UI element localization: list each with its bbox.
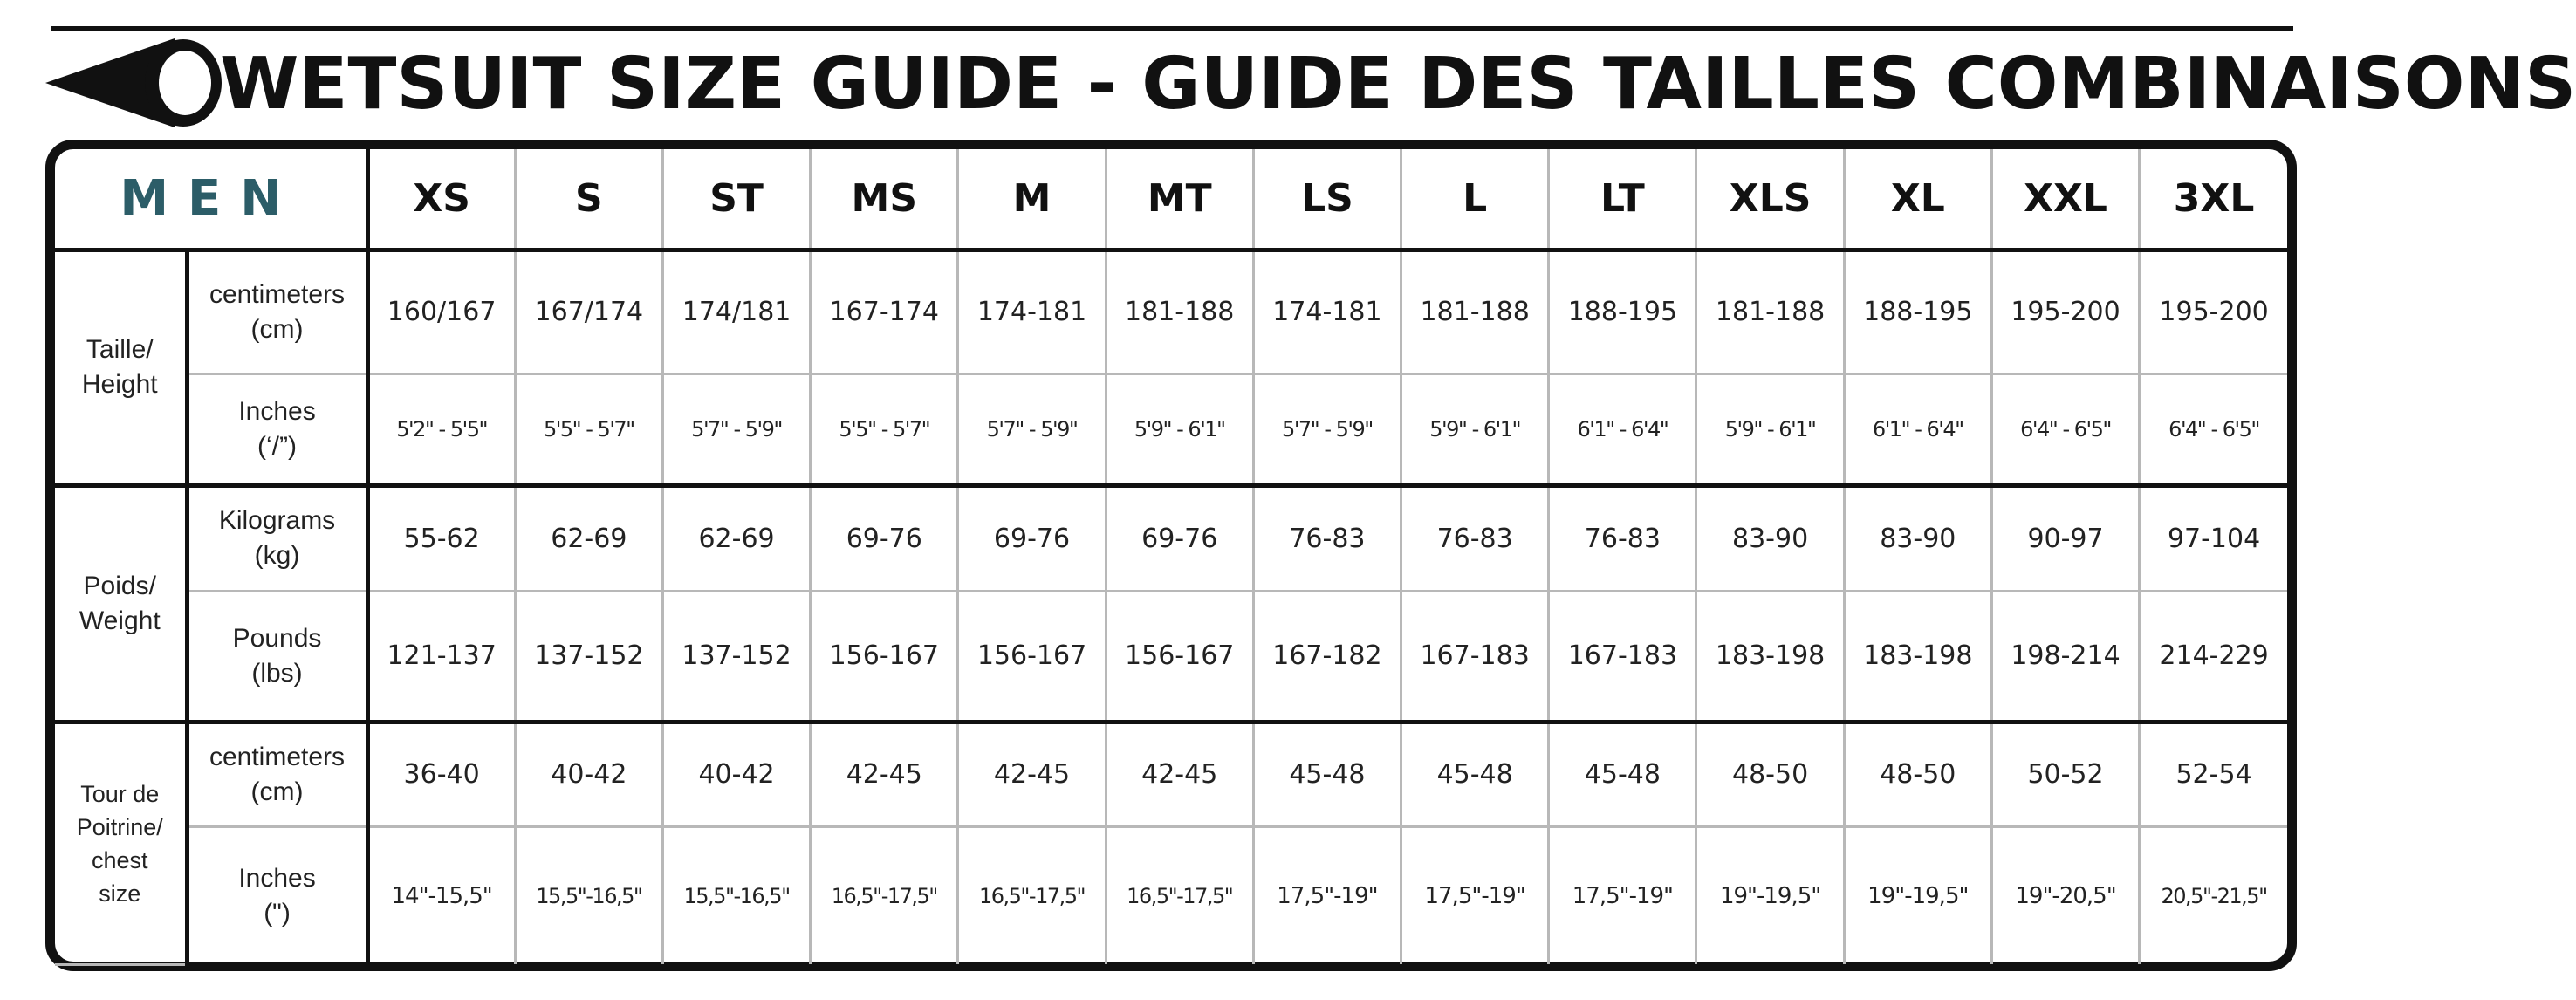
group-label-line: size bbox=[99, 880, 141, 907]
measurement-group-label bbox=[55, 250, 187, 485]
table-row bbox=[55, 722, 2287, 826]
size-value-cell: 5'5" - 5'7" bbox=[811, 373, 958, 485]
size-value-cell: 167-183 bbox=[1549, 591, 1696, 722]
size-value-cell: 5'9" - 6'1" bbox=[1401, 373, 1549, 485]
size-value-cell: 19"-19,5" bbox=[1696, 826, 1844, 964]
size-value-cell: 5'9" - 6'1" bbox=[1696, 373, 1844, 485]
size-header-cell: LT bbox=[1549, 149, 1696, 250]
size-value-cell: 97-104 bbox=[2140, 485, 2287, 591]
size-value-cell: 181-188 bbox=[1401, 250, 1549, 373]
size-header-cell: MS bbox=[811, 149, 958, 250]
size-value-cell: 16,5"-17,5" bbox=[811, 826, 958, 964]
size-value-cell: 55-62 bbox=[367, 485, 515, 591]
unit-label bbox=[187, 373, 367, 485]
size-header-cell: ST bbox=[662, 149, 810, 250]
size-value-cell: 5'2" - 5'5" bbox=[367, 373, 515, 485]
size-value-cell: 156-167 bbox=[811, 591, 958, 722]
group-label-line: Height bbox=[81, 370, 158, 399]
size-value-cell: 40-42 bbox=[662, 722, 810, 826]
size-value-cell: 76-83 bbox=[1401, 485, 1549, 591]
size-value-cell: 174-181 bbox=[958, 250, 1106, 373]
unit-label-line: Inches bbox=[238, 863, 316, 893]
unit-label bbox=[187, 250, 367, 373]
size-header-row bbox=[55, 149, 2287, 250]
table-row bbox=[55, 373, 2287, 485]
size-table-frame bbox=[45, 140, 2297, 971]
size-value-cell: 167-183 bbox=[1401, 591, 1549, 722]
size-header-cell: XLS bbox=[1696, 149, 1844, 250]
size-value-cell: 183-198 bbox=[1696, 591, 1844, 722]
size-value-cell: 5'7" - 5'9" bbox=[1253, 373, 1401, 485]
unit-label-line: (cm) bbox=[250, 314, 304, 344]
size-value-cell: 181-188 bbox=[1106, 250, 1253, 373]
group-label-line: chest bbox=[91, 846, 148, 873]
top-rule bbox=[51, 26, 2293, 31]
group-label-line: Taille/ bbox=[86, 335, 154, 364]
size-header-cell: LS bbox=[1253, 149, 1401, 250]
size-value-cell: 17,5"-19" bbox=[1401, 826, 1549, 964]
size-value-cell: 83-90 bbox=[1844, 485, 1991, 591]
size-value-cell: 6'1" - 6'4" bbox=[1844, 373, 1991, 485]
unit-label bbox=[187, 826, 367, 964]
unit-label-line: Kilograms bbox=[218, 506, 336, 535]
unit-label-line: centimeters bbox=[209, 742, 346, 771]
size-value-cell: 183-198 bbox=[1844, 591, 1991, 722]
size-value-cell: 160/167 bbox=[367, 250, 515, 373]
size-header-cell: 3XL bbox=[2140, 149, 2287, 250]
size-value-cell: 6'4" - 6'5" bbox=[2140, 373, 2287, 485]
size-value-cell: 137-152 bbox=[515, 591, 662, 722]
size-value-cell: 90-97 bbox=[1991, 485, 2139, 591]
size-value-cell: 5'7" - 5'9" bbox=[662, 373, 810, 485]
size-value-cell: 17,5"-19" bbox=[1253, 826, 1401, 964]
size-value-cell: 5'7" - 5'9" bbox=[958, 373, 1106, 485]
size-header-cell: S bbox=[515, 149, 662, 250]
size-value-cell: 42-45 bbox=[811, 722, 958, 826]
wave-arrow-logo-icon bbox=[44, 35, 227, 131]
unit-label bbox=[187, 485, 367, 591]
table-row bbox=[55, 826, 2287, 964]
size-value-cell: 19"-20,5" bbox=[1991, 826, 2139, 964]
size-value-cell: 16,5"-17,5" bbox=[1106, 826, 1253, 964]
unit-label bbox=[187, 591, 367, 722]
size-value-cell: 137-152 bbox=[662, 591, 810, 722]
size-header-cell: XL bbox=[1844, 149, 1991, 250]
size-header-cell: MT bbox=[1106, 149, 1253, 250]
size-value-cell: 195-200 bbox=[2140, 250, 2287, 373]
unit-label-line: Pounds bbox=[232, 623, 322, 653]
table-row bbox=[55, 485, 2287, 591]
size-value-cell: 36-40 bbox=[367, 722, 515, 826]
size-value-cell: 16,5"-17,5" bbox=[958, 826, 1106, 964]
size-header-cell: M bbox=[958, 149, 1106, 250]
size-value-cell: 6'1" - 6'4" bbox=[1549, 373, 1696, 485]
unit-label-line: (cm) bbox=[250, 777, 304, 806]
size-value-cell: 198-214 bbox=[1991, 591, 2139, 722]
unit-label bbox=[187, 722, 367, 826]
size-value-cell: 69-76 bbox=[1106, 485, 1253, 591]
size-value-cell: 45-48 bbox=[1401, 722, 1549, 826]
size-value-cell: 45-48 bbox=[1253, 722, 1401, 826]
size-value-cell: 76-83 bbox=[1549, 485, 1696, 591]
size-value-cell: 167/174 bbox=[515, 250, 662, 373]
size-value-cell: 17,5"-19" bbox=[1549, 826, 1696, 964]
table-row bbox=[55, 591, 2287, 722]
size-value-cell: 52-54 bbox=[2140, 722, 2287, 826]
size-value-cell: 76-83 bbox=[1253, 485, 1401, 591]
size-value-cell: 15,5"-16,5" bbox=[515, 826, 662, 964]
measurement-group-label bbox=[55, 485, 187, 722]
size-value-cell: 181-188 bbox=[1696, 250, 1844, 373]
unit-label-line: centimeters bbox=[209, 279, 346, 309]
size-value-cell: 20,5"-21,5" bbox=[2140, 826, 2287, 964]
group-label-line: Poitrine/ bbox=[76, 813, 163, 840]
size-value-cell: 5'9" - 6'1" bbox=[1106, 373, 1253, 485]
size-header-cell: XXL bbox=[1991, 149, 2139, 250]
group-label-line: Weight bbox=[79, 606, 161, 635]
unit-label-line: (‘/”) bbox=[257, 431, 297, 461]
size-value-cell: 69-76 bbox=[811, 485, 958, 591]
size-value-cell: 188-195 bbox=[1549, 250, 1696, 373]
size-value-cell: 14"-15,5" bbox=[367, 826, 515, 964]
size-value-cell: 214-229 bbox=[2140, 591, 2287, 722]
size-value-cell: 188-195 bbox=[1844, 250, 1991, 373]
size-value-cell: 45-48 bbox=[1549, 722, 1696, 826]
unit-label-line: (lbs) bbox=[251, 658, 303, 688]
size-value-cell: 42-45 bbox=[958, 722, 1106, 826]
size-header-cell: XS bbox=[367, 149, 515, 250]
size-value-cell: 5'5" - 5'7" bbox=[515, 373, 662, 485]
size-value-cell: 156-167 bbox=[1106, 591, 1253, 722]
size-value-cell: 174-181 bbox=[1253, 250, 1401, 373]
size-table bbox=[55, 149, 2287, 966]
size-value-cell: 174/181 bbox=[662, 250, 810, 373]
size-value-cell: 167-174 bbox=[811, 250, 958, 373]
size-value-cell: 121-137 bbox=[367, 591, 515, 722]
size-value-cell: 48-50 bbox=[1696, 722, 1844, 826]
size-value-cell: 83-90 bbox=[1696, 485, 1844, 591]
table-row bbox=[55, 250, 2287, 373]
page-title: WETSUIT SIZE GUIDE - GUIDE DES TAILLES COMBINAISONS bbox=[220, 43, 2576, 126]
size-value-cell: 19"-19,5" bbox=[1844, 826, 1991, 964]
size-value-cell: 69-76 bbox=[958, 485, 1106, 591]
size-value-cell: 62-69 bbox=[662, 485, 810, 591]
men-label: MEN bbox=[55, 149, 367, 250]
size-value-cell: 48-50 bbox=[1844, 722, 1991, 826]
unit-label-line: Inches bbox=[238, 396, 316, 426]
unit-label-line: (") bbox=[264, 898, 291, 928]
size-value-cell: 40-42 bbox=[515, 722, 662, 826]
size-value-cell: 195-200 bbox=[1991, 250, 2139, 373]
size-value-cell: 6'4" - 6'5" bbox=[1991, 373, 2139, 485]
measurement-group-label bbox=[55, 722, 187, 964]
unit-label-line: (kg) bbox=[254, 541, 300, 570]
size-header-cell: L bbox=[1401, 149, 1549, 250]
group-label-line: Tour de bbox=[80, 780, 160, 807]
size-value-cell: 50-52 bbox=[1991, 722, 2139, 826]
size-value-cell: 62-69 bbox=[515, 485, 662, 591]
size-value-cell: 15,5"-16,5" bbox=[662, 826, 810, 964]
size-value-cell: 42-45 bbox=[1106, 722, 1253, 826]
size-value-cell: 156-167 bbox=[958, 591, 1106, 722]
size-value-cell: 167-182 bbox=[1253, 591, 1401, 722]
group-label-line: Poids/ bbox=[83, 571, 156, 600]
